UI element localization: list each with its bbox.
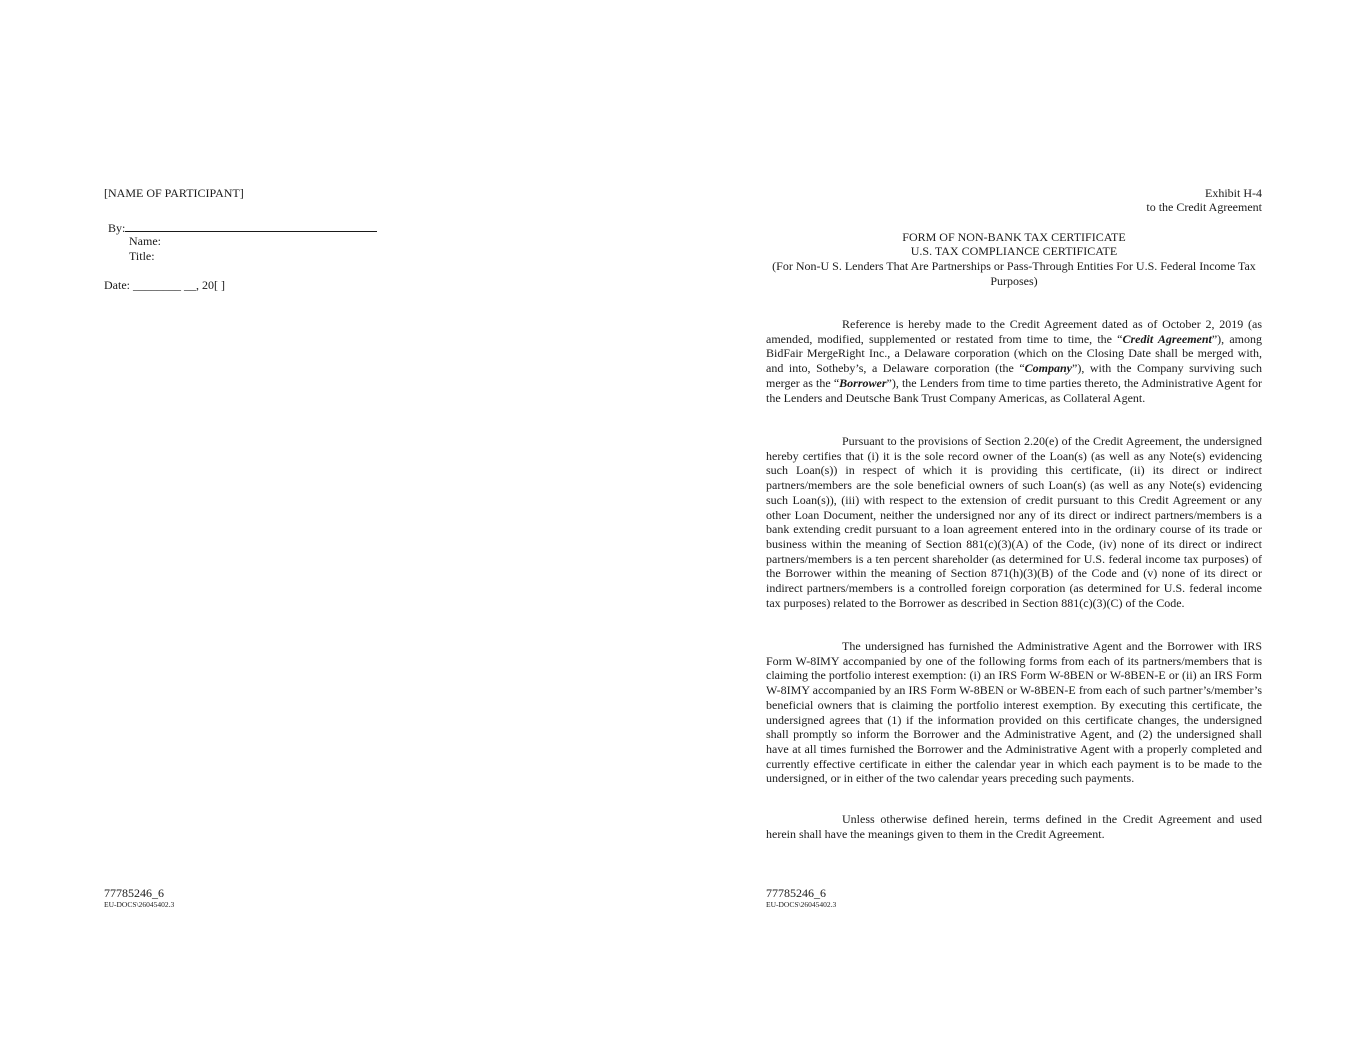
participant-name: [NAME OF PARTICIPANT] — [104, 186, 244, 200]
reference-text-4: ”), the Lenders from time to time parties thereto, the Administrative Agent for the Lenders and Deutsche Bank Trust Company Americas, as Collateral Agent. — [766, 375, 1262, 405]
exhibit-subtitle: to the Credit Agreement — [1146, 200, 1262, 214]
definitions-paragraph: Unless otherwise defined herein, terms defined in the Credit Agreement and used herein shall have the meanings given to them in the Credit Agreement. — [766, 812, 1262, 841]
by-label: By: — [108, 221, 126, 235]
form-title: FORM OF NON-BANK TAX CERTIFICATE — [902, 230, 1126, 244]
defined-term-credit-agreement: Credit Agreement — [1122, 331, 1212, 346]
certification-paragraph: Pursuant to the provisions of Section 2.20(e) of the Credit Agreement, the undersigned hereby certifies that (i) it is the sole record owner of the Loan(s) (as well as any Note(s) evidencing such Loan(s)) in respect of which it is providing this certificate, (ii) its direct or indirect partners/members are the sole beneficial owners of such Loan(s) (as well as any Note(s) evidencing such Loan(s)), (iii) with respect to the extension of credit pursuant to this Credit Agreement or any other Loan Document, neither the undersigned nor any of its direct or indirect partners/members is a bank extending credit pursuant to a loan agreement entered into in the ordinary course of its trade or business within the meaning of Section 881(c)(3)(A) of the Code, (iv) none of its direct or indirect partners/members is a ten percent shareholder (as determined for U.S. federal income tax purposes) of the Borrower within the meaning of Section 871(h)(3)(B) of the Code and (v) none of its direct or indirect partners/members is a controlled foreign corporation (as determined for U.S. federal income tax purposes) related to the Borrower as described in Section 881(c)(3)(C) of the Code. — [766, 434, 1262, 610]
certificate-title: U.S. TAX COMPLIANCE CERTIFICATE — [910, 244, 1118, 258]
defined-term-company: Company — [1024, 361, 1073, 376]
document-number: 77785246_6 — [766, 886, 826, 900]
reference-text-1: Reference is hereby made to the Credit Agreement dated as of October 2, 2019 (as amended, modified, supplemented or restated from time to time, the “ — [766, 317, 1262, 346]
date-line: Date: ________ __, 20[ ] — [104, 278, 225, 292]
defined-term-borrower: Borrower — [839, 375, 887, 390]
signature-page — [0, 0, 682, 1055]
document-reference: EU-DOCS\26045402.3 — [766, 900, 837, 909]
exhibit-label: Exhibit H-4 — [1205, 186, 1262, 200]
reference-text-3: ”), with the Company surviving such merger as the “ — [766, 361, 1263, 390]
document-reference: EU-DOCS\26045402.3 — [104, 900, 175, 909]
reference-text-2: ”), among BidFair MergeRight Inc., a Delaware corporation (which on the Closing Date shall be merged with, and into, Sotheby’s, a Delaware corporation (the “ — [766, 331, 1262, 376]
certificate-page — [682, 0, 1365, 1055]
signatory-name-label: Name: — [129, 234, 161, 248]
signature-rule — [125, 220, 377, 232]
certificate-subtitle: (For Non-U S. Lenders That Are Partnerships or Pass-Through Entities For U.S. Federal Income Tax Purposes) — [772, 259, 1256, 288]
reference-paragraph — [766, 317, 1262, 405]
document-number: 77785246_6 — [104, 886, 164, 900]
signatory-title-label: Title: — [129, 249, 155, 263]
forms-furnished-paragraph: The undersigned has furnished the Administrative Agent and the Borrower with IRS Form W-8IMY accompanied by one of the following forms from each of its partners/members that is claiming the portfolio interest exemption: (i) an IRS Form W-8BEN or W-8BEN-E or (ii) an IRS Form W-8IMY accompanied by an IRS Form W-8BEN or W-8BEN-E from each of such partner’s/member’s beneficial owners that is claiming the portfolio interest exemption. By executing this certificate, the undersigned agrees that (1) if the information provided on this certificate changes, the undersigned shall promptly so inform the Borrower and the Administrative Agent, and (2) the undersigned shall have at all times furnished the Borrower and the Administrative Agent with a properly completed and currently effective certificate in either the calendar year in which each payment is to be made to the undersigned, or in either of the two calendar years preceding such payments. — [766, 639, 1262, 786]
